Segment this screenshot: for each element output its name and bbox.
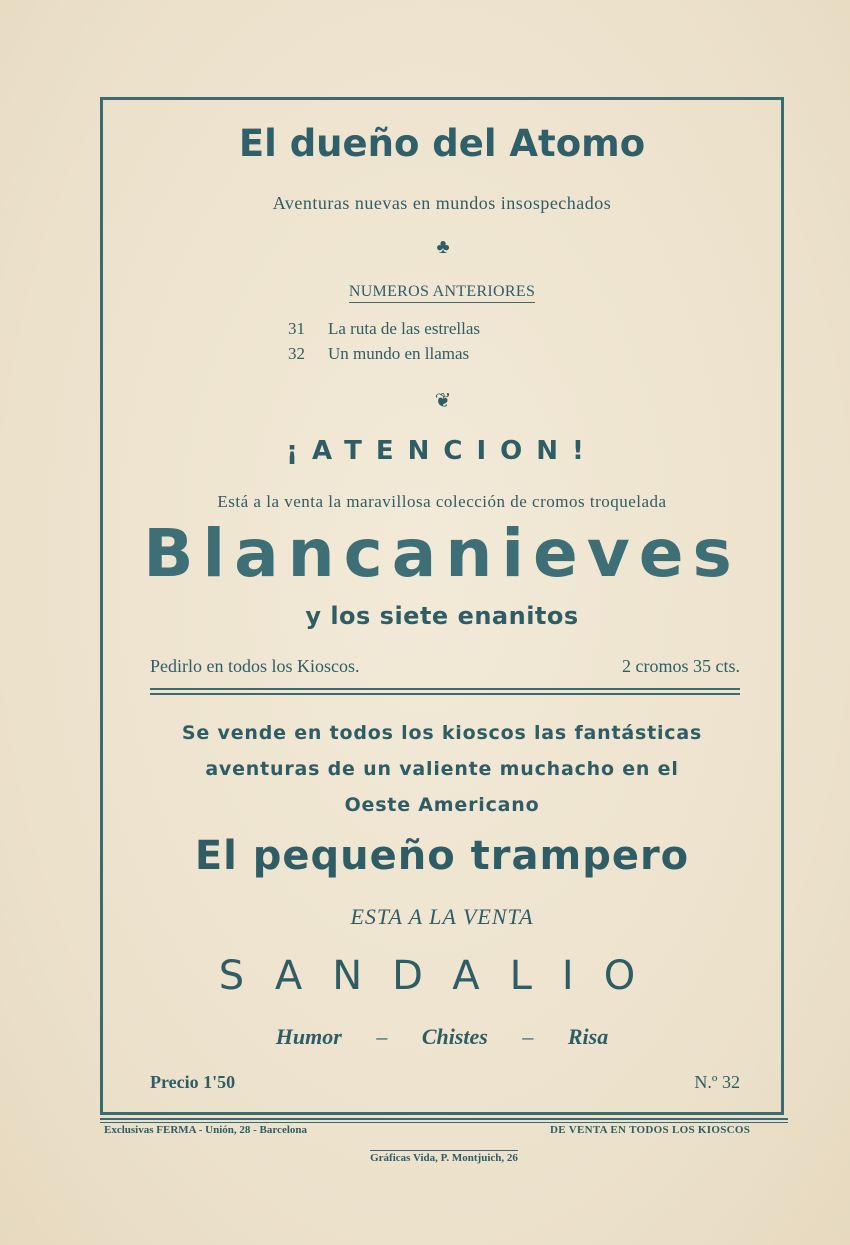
divider [150, 688, 740, 690]
divider [100, 1122, 788, 1123]
ask-at-kiosks: Pedirlo en todos los Kioscos. [150, 656, 360, 676]
previous-issues-heading: NUMEROS ANTERIORES [100, 283, 784, 301]
western-description [100, 715, 784, 823]
description-line: Oeste Americano [344, 794, 540, 816]
description-line: Se vende en todos los kioscos las fantásticas [181, 722, 703, 744]
separator: – [522, 1024, 534, 1049]
printer-credit: Gráficas Vida, P. Montjuich, 26 [370, 1152, 518, 1164]
list-item: 31 La ruta de las estrellas [288, 319, 480, 338]
ornament-icon: ❦ [434, 390, 452, 412]
divider [100, 1118, 788, 1120]
sandalio-tags [100, 1024, 784, 1050]
description-line: aventuras de un valiente muchacho en el [205, 758, 679, 780]
issue-number: N.º 32 [694, 1072, 740, 1092]
page-title: El dueño del Atomo [238, 122, 646, 165]
western-title: El pequeño trampero [194, 833, 690, 879]
issue-price: Precio 1'50 [150, 1072, 236, 1092]
product-subtitle: y los siete enanitos [305, 602, 579, 630]
page-subtitle: Aventuras nuevas en mundos insospechados [272, 193, 612, 213]
tag-risa: Risa [567, 1024, 609, 1049]
tag-humor: Humor [275, 1024, 342, 1049]
list-item: 32 Un mundo en llamas [288, 344, 470, 363]
previous-issues-list [288, 316, 480, 366]
divider [150, 693, 740, 695]
attention-heading: ¡ATENCION! [286, 436, 598, 466]
product-title: Blancanieves [143, 515, 741, 592]
kiosk-notice: DE VENTA EN TODOS LOS KIOSCOS [550, 1124, 751, 1136]
tag-chistes: Chistes [421, 1024, 488, 1049]
distributor-credit: Exclusivas FERMA - Unión, 28 - Barcelona [104, 1124, 308, 1136]
ornament-icon: ♣ [436, 236, 450, 258]
cards-price: 2 cromos 35 cts. [622, 656, 740, 676]
separator: – [376, 1024, 388, 1049]
sale-announcement: Está a la venta la maravillosa colección de cromos troquelada [217, 492, 667, 511]
sandalio-title: SANDALIO [218, 953, 666, 999]
on-sale-label: ESTA A LA VENTA [350, 904, 534, 929]
